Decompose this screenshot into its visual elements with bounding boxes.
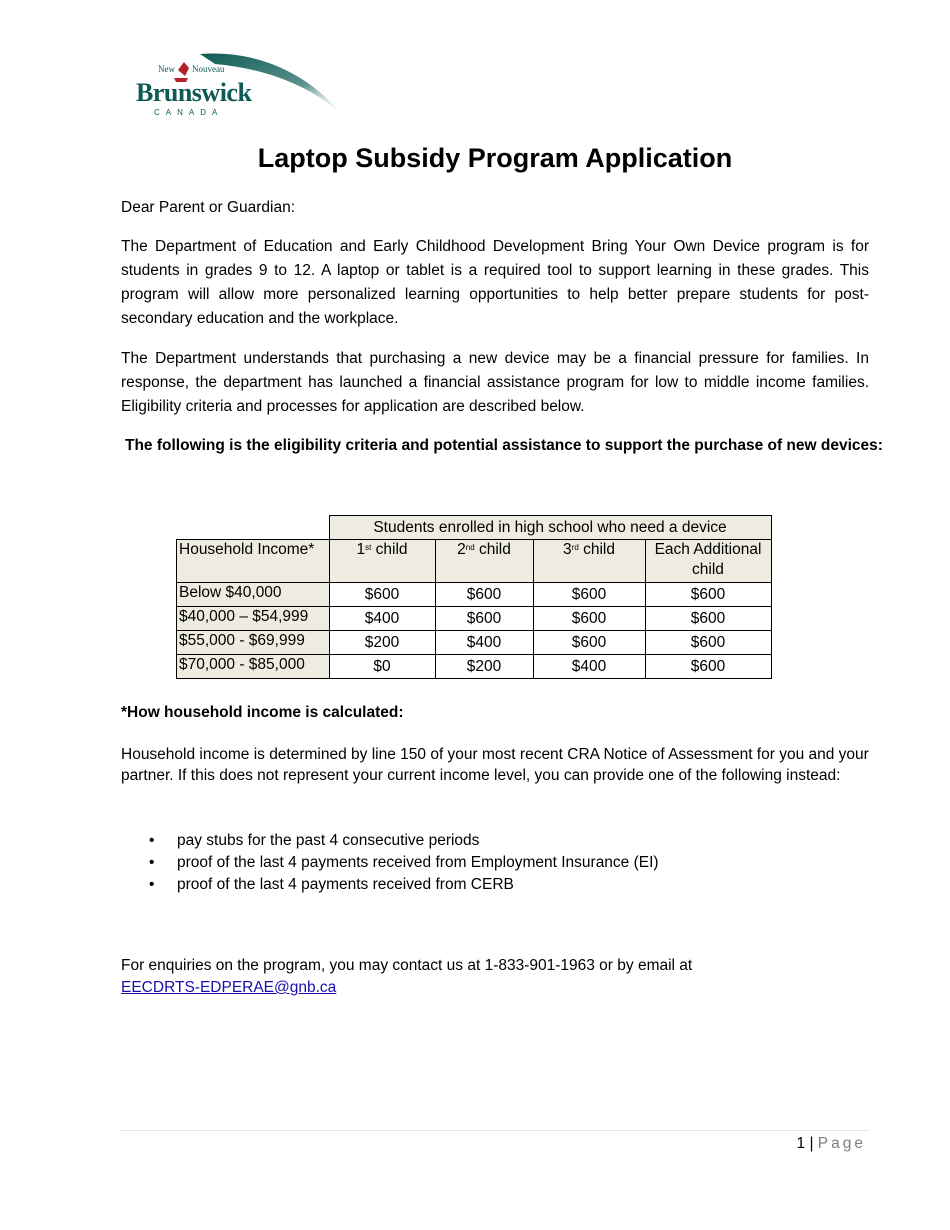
amount-cell: $600 xyxy=(533,607,645,631)
contact-text: For enquiries on the program, you may contact us at 1-833-901-1963 or by email at xyxy=(121,957,693,974)
income-cell: $40,000 – $54,999 xyxy=(177,607,330,631)
income-column-header: Household Income* xyxy=(177,540,330,583)
page-number: 1 xyxy=(796,1135,806,1152)
new-brunswick-logo xyxy=(130,48,350,126)
intro-paragraph: The Department of Education and Early Childhood Development Bring Your Own Device program is for students in grades 9 to 12. A laptop or tablet is a required tool to support learning in these grades. This program will allow more personalized learning opportunities to help better prepare students for post-secondary education and the workplace. xyxy=(121,238,869,327)
amount-cell: $400 xyxy=(533,655,645,679)
list-item: • proof of the last 4 payments received from Employment Insurance (EI) xyxy=(121,852,659,874)
eligibility-heading: The following is the eligibility criteria and potential assistance to support the purchase of new devices: xyxy=(125,437,883,454)
first-child-header: 1st child xyxy=(329,540,435,583)
amount-cell: $0 xyxy=(329,655,435,679)
bullet-icon: • xyxy=(149,854,155,871)
amount-cell: $600 xyxy=(645,607,771,631)
amount-cell: $600 xyxy=(329,583,435,607)
amount-cell: $600 xyxy=(645,583,771,607)
third-child-header: 3rd child xyxy=(533,540,645,583)
financial-paragraph: The Department understands that purchasing a new device may be a financial pressure for families. In response, the department has launched a financial assistance program for low to middle income families. Eligibility criteria and processes for application are described below. xyxy=(121,350,869,415)
list-item: • pay stubs for the past 4 consecutive periods xyxy=(121,830,659,852)
table-row xyxy=(177,583,772,607)
second-child-header: 2nd child xyxy=(435,540,533,583)
list-item: • proof of the last 4 payments received from CERB xyxy=(121,874,659,896)
amount-cell: $600 xyxy=(533,583,645,607)
table-empty-corner xyxy=(177,516,330,540)
amount-cell: $200 xyxy=(435,655,533,679)
page-title: Laptop Subsidy Program Application xyxy=(257,143,733,173)
table-row xyxy=(177,655,772,679)
contact-email-link[interactable]: EECDRTS-EDPERAE@gnb.ca xyxy=(121,979,337,996)
logo-brunswick-text: Brunswick xyxy=(136,78,252,107)
amount-cell: $600 xyxy=(645,631,771,655)
logo-new-text: New xyxy=(158,64,175,74)
footer-separator: | xyxy=(809,1135,814,1152)
logo-canada-text: CANADA xyxy=(154,108,224,117)
amount-cell: $400 xyxy=(329,607,435,631)
income-proof-list xyxy=(121,830,659,896)
amount-cell: $600 xyxy=(435,583,533,607)
income-cell: Below $40,000 xyxy=(177,583,330,607)
table-group-header: Students enrolled in high school who need a device xyxy=(329,516,771,540)
amount-cell: $600 xyxy=(645,655,771,679)
table-group-header-row xyxy=(177,516,772,540)
page-footer xyxy=(797,1134,866,1154)
subsidy-table xyxy=(176,515,772,679)
amount-cell: $400 xyxy=(435,631,533,655)
footer-divider xyxy=(120,1130,870,1131)
bullet-icon: • xyxy=(149,876,155,893)
additional-child-header: Each Additional child xyxy=(645,540,771,583)
income-calculation-heading: *How household income is calculated: xyxy=(121,704,404,721)
income-calculation-paragraph: Household income is determined by line 150 of your most recent CRA Notice of Assessment for you and your partner. If this does not represent your current income level, you can provide one of the following instead: xyxy=(121,746,869,784)
income-cell: $70,000 - $85,000 xyxy=(177,655,330,679)
salutation: Dear Parent or Guardian: xyxy=(121,199,296,216)
amount-cell: $600 xyxy=(533,631,645,655)
table-row xyxy=(177,631,772,655)
amount-cell: $200 xyxy=(329,631,435,655)
income-cell: $55,000 - $69,999 xyxy=(177,631,330,655)
page-label: Page xyxy=(817,1135,866,1152)
bullet-icon: • xyxy=(149,832,155,849)
amount-cell: $600 xyxy=(435,607,533,631)
table-row xyxy=(177,607,772,631)
logo-nouveau-text: Nouveau xyxy=(192,64,225,74)
contact-paragraph xyxy=(121,955,869,999)
table-header-row xyxy=(177,540,772,583)
